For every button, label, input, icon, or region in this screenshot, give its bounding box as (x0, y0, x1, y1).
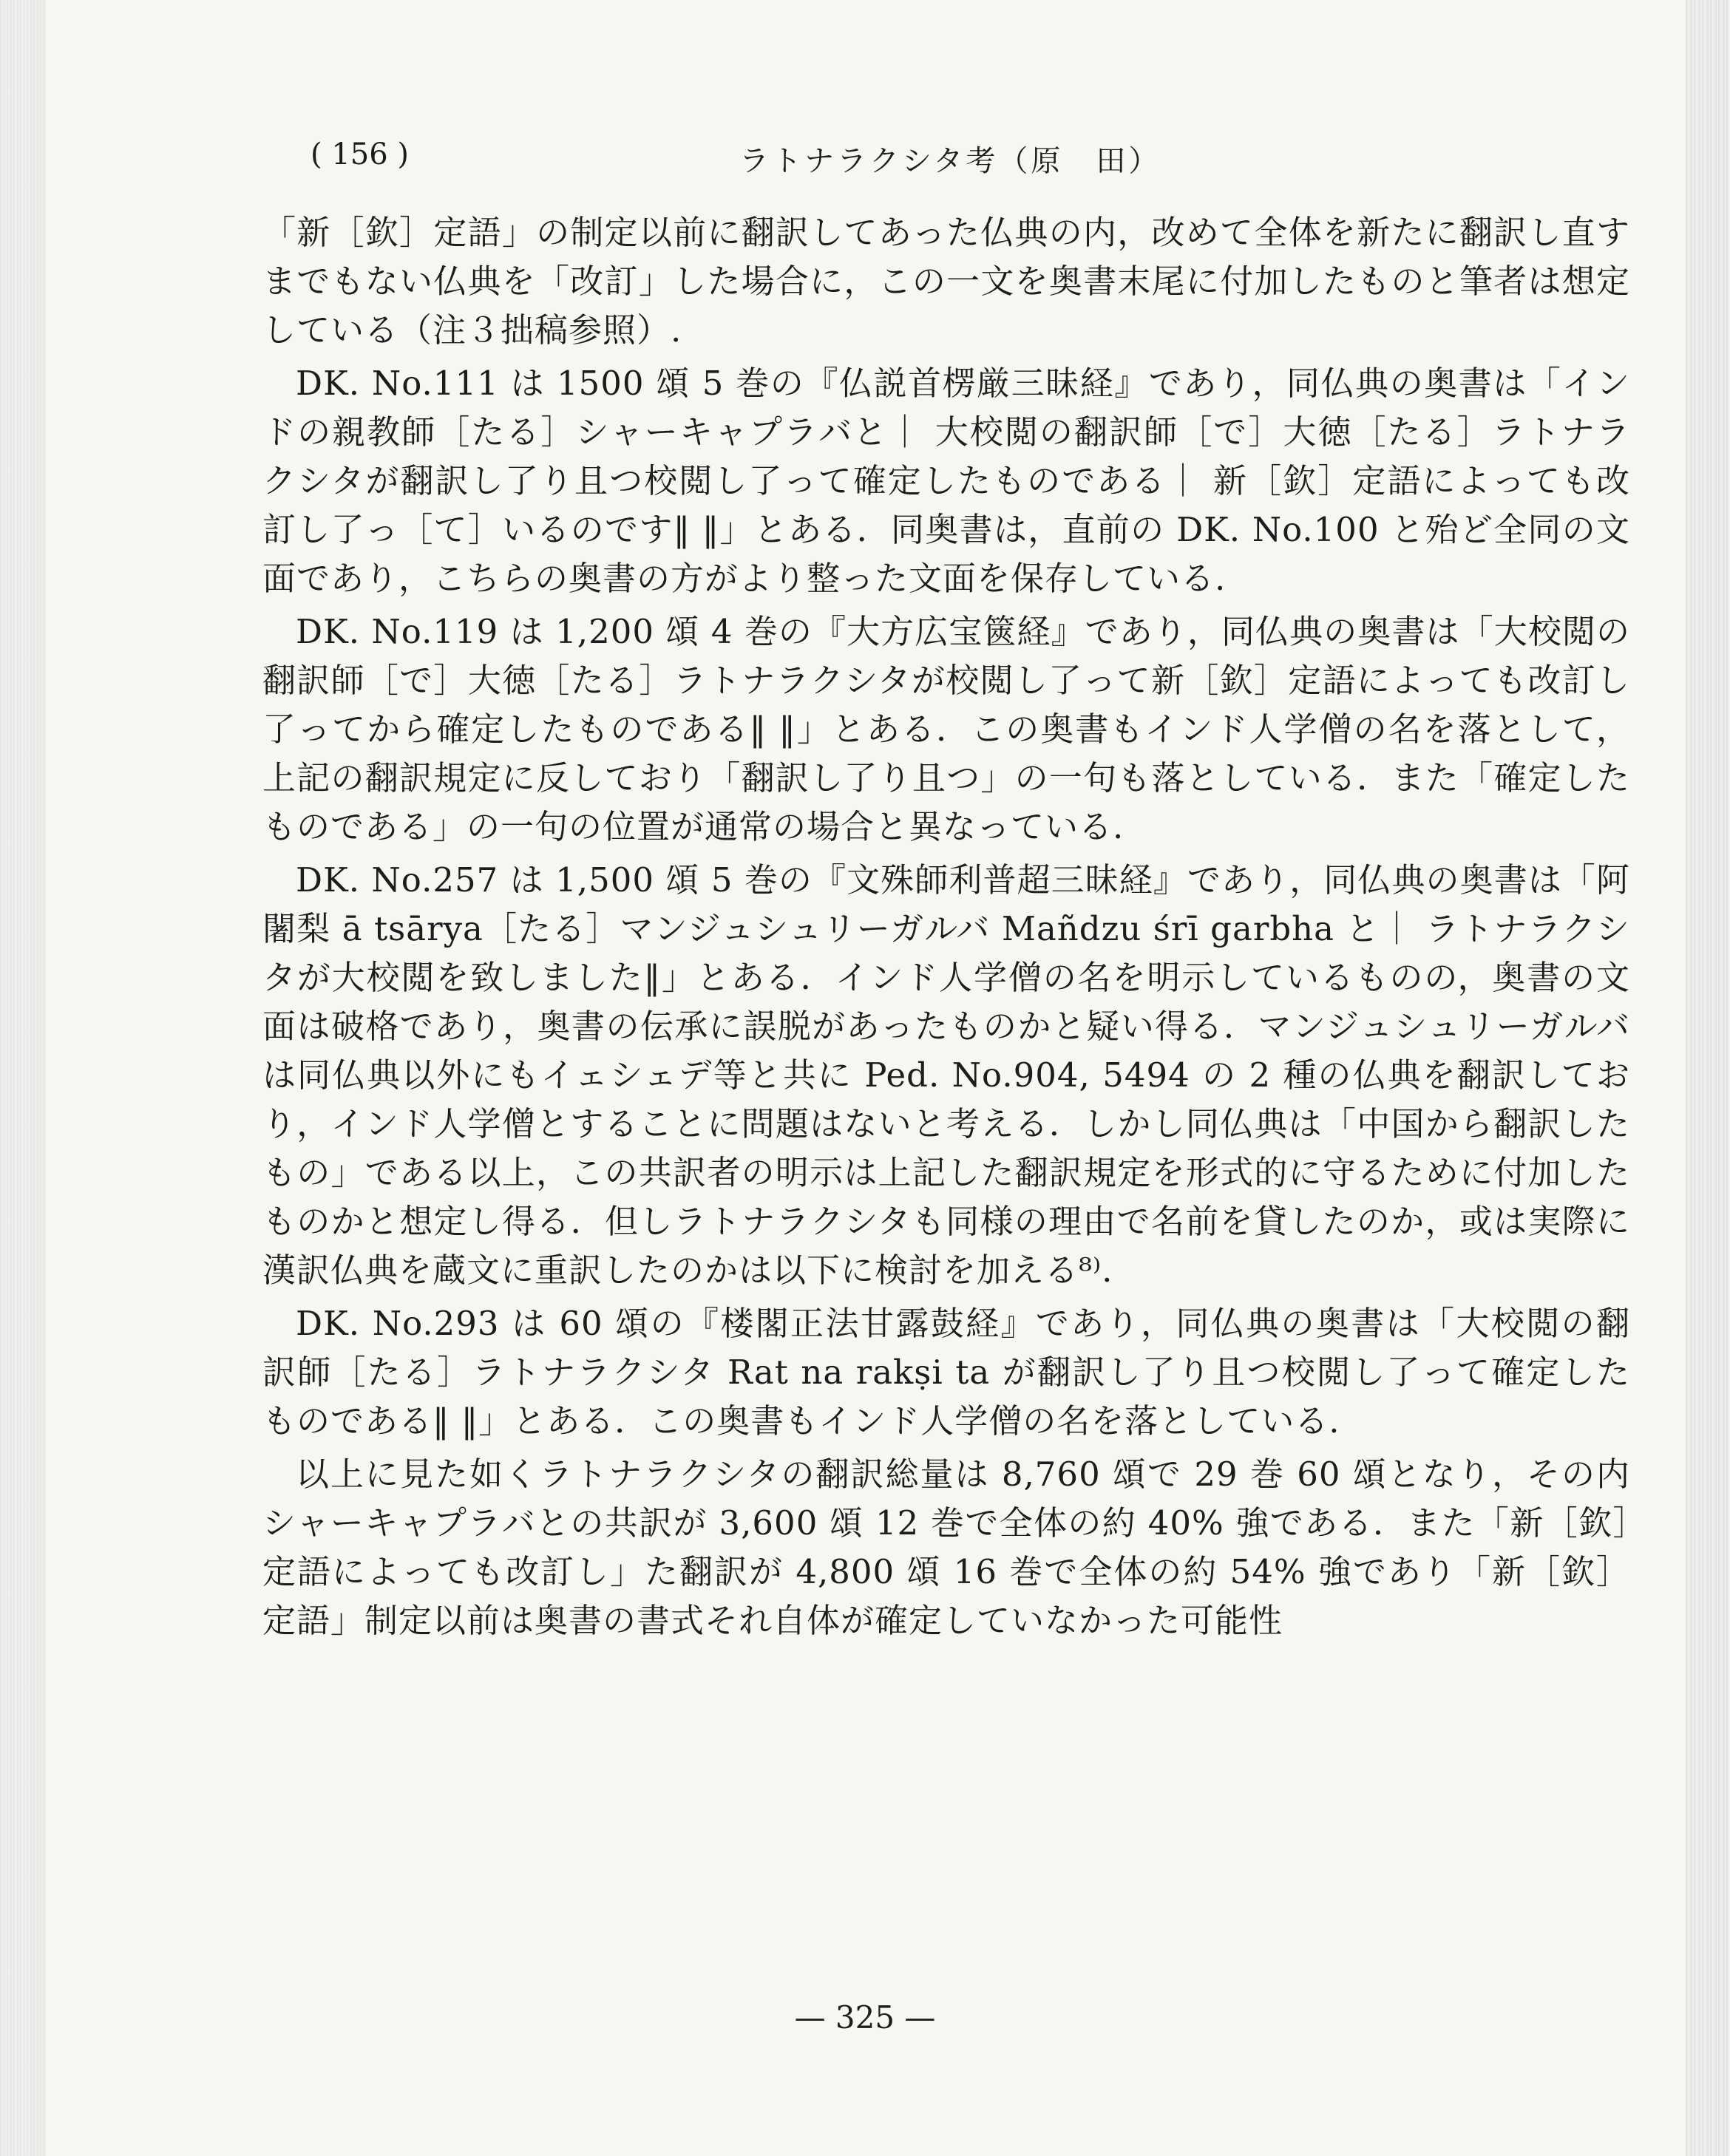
page-number: ( 156 ) (311, 137, 409, 171)
body-text (262, 208, 1630, 1650)
scan-edge-left (0, 0, 46, 2156)
page-header (311, 132, 1582, 183)
running-title: ラトナラクシタ考（原 田） (739, 144, 1161, 178)
paragraph-dk257: DK. No.257 は 1,500 頌 5 巻の『文殊師利普超三昧経』であり，同仏典の奥書は「阿闍梨 ā tsārya［たる］マンジュシュリーガルバ Mañdzu śrī garbha と｜ ラトナラクシタが大校閲を致しました‖」とある．インド人学僧の名を明示しているものの，奥書の文面は破格であり，奥書の伝承に誤脱があったものかと疑い得る．マンジュシュリーガルバは同仏典以外にもイェシェデ等と共に Ped. No.904, 5494 の 2 種の仏典を翻訳しており，インド人学僧とすることに問題はないと考える．しかし同仏典は「中国から翻訳したもの」である以上，この共訳者の明示は上記した翻訳規定を形式的に守るために付加したものかと想定し得る．但しラトナラクシタも同様の理由で名前を貸したのか，或は実際に漢訳仏典を蔵文に重訳したのかは以下に検討を加える⁸⁾. (262, 860, 1630, 1290)
paragraph-1: 「新［欽］定語」の制定以前に翻訳してあった仏典の内，改めて全体を新たに翻訳し直すまでもない仏典を「改訂」した場合に，この一文を奥書末尾に付加したものと筆者は想定している（注３拙稿参照）. (262, 213, 1630, 350)
paragraph-dk293: DK. No.293 は 60 頌の『楼閣正法甘露鼓経』であり，同仏典の奥書は「大校閲の翻訳師［たる］ラトナラクシタ Rat na rakṣi ta が翻訳し了り且つ校閲し了って確定したものである‖ ‖」とある．この奥書もインド人学僧の名を落としている. (262, 1304, 1630, 1441)
folio-number: — 325 — (794, 1999, 936, 2036)
paragraph-dk111: DK. No.111 は 1500 頌 5 巻の『仏説首楞厳三昧経』であり，同仏典の奥書は「インドの親教師［たる］シャーキャプラバと｜ 大校閲の翻訳師［で］大徳［たる］ラトナラクシタが翻訳し了り且つ校閲し了って確定したものである｜ 新［欽］定語によっても改訂し了っ［て］いるのです‖ ‖」とある．同奥書は，直前の DK. No.100 と殆ど全同の文面であり，こちらの奥書の方がより整った文面を保存している. (262, 364, 1630, 598)
paragraph-dk119: DK. No.119 は 1,200 頌 4 巻の『大方広宝篋経』であり，同仏典の奥書は「大校閲の翻訳師［で］大徳［たる］ラトナラクシタが校閲し了って新［欽］定語によっても改訂し了ってから確定したものである‖ ‖」とある．この奥書もインド人学僧の名を落として，上記の翻訳規定に反しており「翻訳し了り且つ」の一句も落としている．また「確定したものである」の一句の位置が通常の場合と異なっている. (262, 612, 1630, 846)
paragraph-summary: 以上に見た如くラトナラクシタの翻訳総量は 8,760 頌で 29 巻 60 頌となり，その内シャーキャプラバとの共訳が 3,600 頌 12 巻で全体の約 40% 強である．また「新［欽］定語によっても改訂し」た翻訳が 4,800 頌 16 巻で全体の約 54% 強であり「新［欽］定語」制定以前は奥書の書式それ自体が確定していなかった可能性 (262, 1455, 1630, 1640)
scan-edge-right (1686, 0, 1730, 2156)
